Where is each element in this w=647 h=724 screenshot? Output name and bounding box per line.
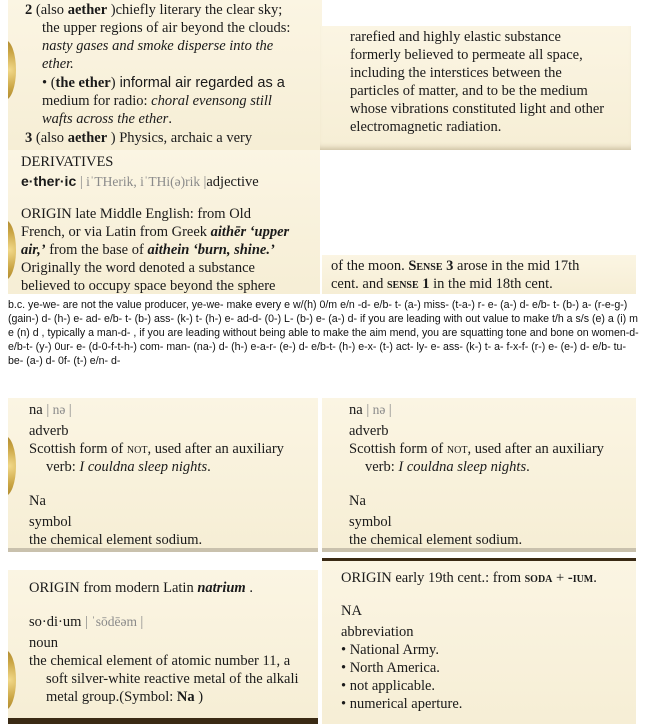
sodium-def: metal group.(Symbol: Na ): [46, 689, 204, 705]
sodium-origin-line: ORIGIN from modern Latin natrium .: [29, 580, 253, 596]
subsense-example-end: wafts across the ether.: [42, 111, 172, 127]
sense-2-line: 2 (also aether )chiefly literary the clear sky;: [25, 2, 283, 18]
na-origin-line: ORIGIN early 19th cent.: from soda + -ium.: [341, 570, 597, 586]
sense-3-line: 3 (also aether ) Physics, archaic a very: [25, 130, 253, 146]
origin-line: air,’ from the base of aithein ‘burn, shine.’: [21, 242, 275, 258]
origin-continued-line: cent. and sense 1 in the mid 18th cent.: [331, 276, 553, 292]
physics-def-line: whose vibrations constituted light and other: [350, 101, 605, 117]
subsense-def: medium for radio: choral evensong still: [42, 93, 272, 109]
symbol-pos: symbol: [29, 514, 72, 530]
entry-panel-sodium: [8, 570, 318, 718]
origin-line: believed to occupy space beyond the sphere: [21, 278, 276, 294]
na-example: verb: I couldna sleep nights.: [365, 459, 530, 475]
sodium-def: the chemical element of atomic number 11, a: [29, 653, 291, 669]
origin-continued-line: of the moon. Sense 3 arose in the mid 17th: [331, 258, 580, 274]
symbol-def: the chemical element sodium.: [349, 532, 523, 548]
gold-tab-decoration: [8, 40, 16, 100]
abbreviation-pos: abbreviation: [341, 624, 414, 640]
entry-panel-origin-continued: [322, 150, 636, 294]
na-headword-line: na | nə |: [349, 402, 392, 418]
na-pos: adverb: [349, 423, 389, 439]
list-item: • North America.: [341, 660, 440, 676]
annotation-text: b.c. ye-we- are not the value producer, ye-we- make every e w/(h) 0/m e/n -d- e/b- t- (a-) miss- (t-a-) r- e- (a-) d- e/b- t- (b-) a- (r-e-g-)(gain-) d- (h-) e- ad- e/b- t- (b-) ass- (k-) t- (h-) e- ad-d- (0-) L- (b-) e- (a-) d- if you are leading with out value to make t/h a s/s (e) a (i) m e (n) d , typically a man-d- , if you are leading without being able to make the aim mend, you are squatting tone and bone on women-d- e/b-t- (y-) 0ur- e- (d-0-f-t-h-) com- man- (na-) d- (h-) e-a-r- (e-) d- e/b-t- (h-) e-x- (t-) act- ly- e- ass- (k-) t- a- f-x-f- (r-) e- (e-) d- e/b- tu- be- (a-) d- 0f- (t-) e/n- d-: [8, 299, 639, 367]
physics-def-line: formerly believed to permeate all space,: [350, 47, 583, 63]
physics-def-line: including the interstices between the: [350, 65, 562, 81]
origin-line: Originally the word denoted a substance: [21, 260, 255, 276]
gold-tab-decoration: [8, 436, 16, 496]
entry-panel-na-abbreviation: [322, 558, 636, 724]
symbol-pos: symbol: [349, 514, 392, 530]
panel-bottom-bar: [322, 548, 636, 552]
panel-bottom-bar: [8, 548, 318, 552]
na-def: Scottish form of not, used after an auxiliary: [29, 441, 284, 457]
na-headword-line: na | nə |: [29, 402, 72, 418]
na-example: verb: I couldna sleep nights.: [46, 459, 211, 475]
symbol-headword: Na: [29, 493, 46, 509]
entry-panel-na-left: [8, 398, 318, 548]
na-def: Scottish form of not, used after an auxiliary: [349, 441, 604, 457]
sense-2-example-end: ether.: [42, 56, 74, 72]
na-pos: adverb: [29, 423, 69, 439]
entry-panel-ether-senses: [8, 0, 322, 150]
sense-2-def: the upper regions of air beyond the clouds:: [42, 20, 291, 36]
derivative-headword-line: e·ther·ic | iˈTHerik, iˈTHi(ə)rik |adjective: [21, 173, 259, 190]
symbol-headword: Na: [349, 493, 366, 509]
panel-bottom-bar: [8, 718, 318, 724]
derivatives-heading: DERIVATIVES: [21, 154, 114, 170]
gold-tab-decoration: [8, 220, 16, 280]
entry-panel-na-right: [322, 398, 636, 548]
sodium-pos: noun: [29, 635, 58, 651]
physics-def-line: electromagnetic radiation.: [350, 119, 502, 135]
origin-line: French, or via Latin from Greek aithēr ‘upper: [21, 224, 290, 240]
abbreviation-headword: NA: [341, 603, 362, 619]
subsense-line: • (the ether) informal air regarded as a: [42, 75, 285, 91]
list-item: • numerical aperture.: [341, 696, 463, 712]
physics-def-line: particles of matter, and to be the medium: [350, 83, 588, 99]
entry-panel-derivatives-origin: [8, 150, 320, 294]
gold-tab-decoration: [8, 650, 16, 710]
symbol-def: the chemical element sodium.: [29, 532, 203, 548]
entry-panel-ether-physics: [320, 26, 631, 150]
physics-def-line: rarefied and highly elastic substance: [350, 29, 561, 45]
sodium-def: soft silver-white reactive metal of the alkali: [46, 671, 299, 687]
sense-2-example: nasty gases and smoke disperse into the: [42, 38, 274, 54]
sodium-headword-line: so·di·um | ˈsōdēəm |: [29, 614, 144, 630]
list-item: • National Army.: [341, 642, 439, 658]
origin-line: ORIGIN late Middle English: from Old: [21, 206, 251, 222]
list-item: • not applicable.: [341, 678, 436, 694]
